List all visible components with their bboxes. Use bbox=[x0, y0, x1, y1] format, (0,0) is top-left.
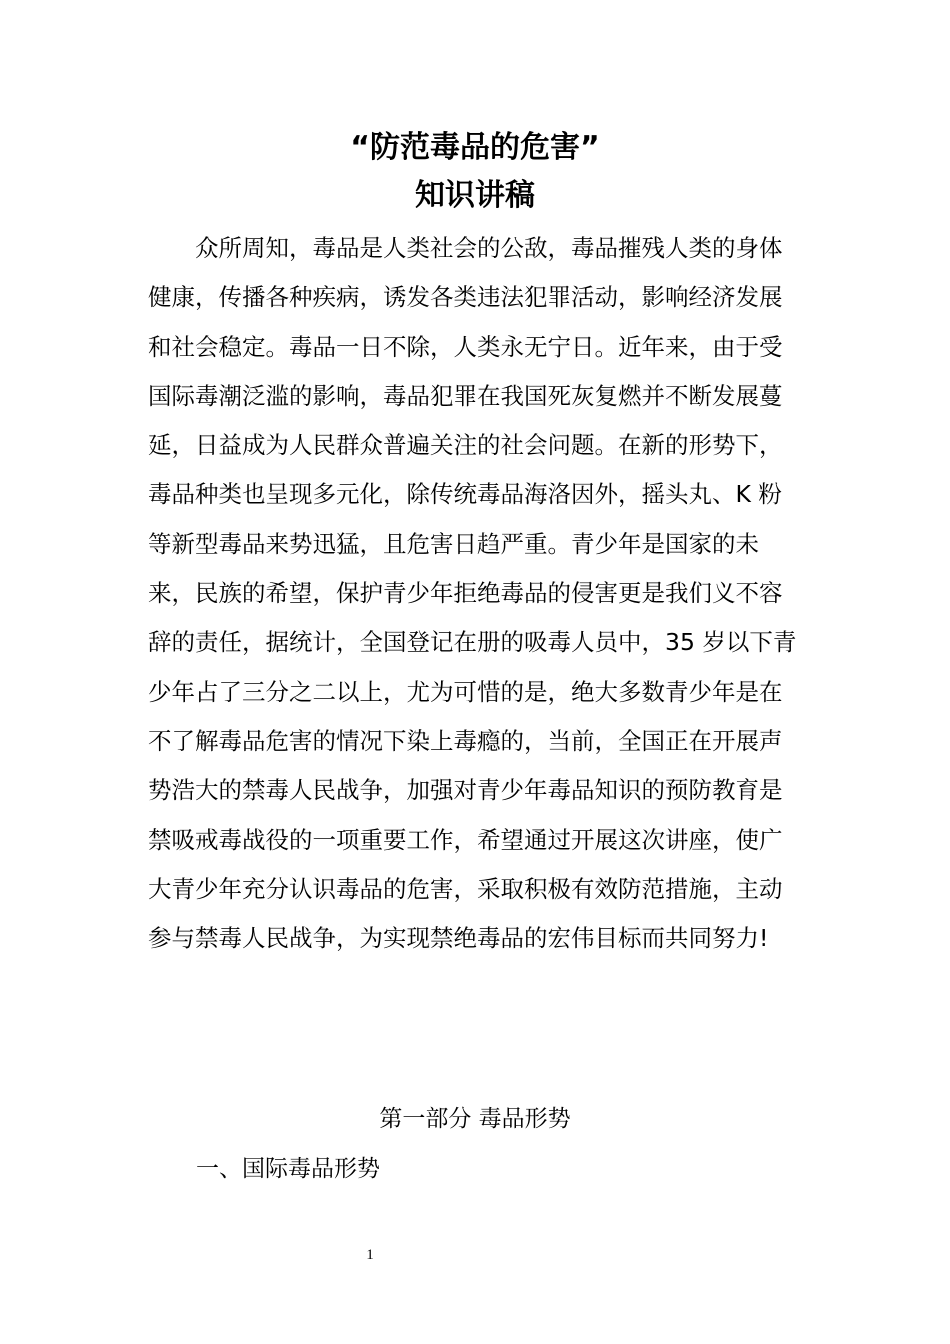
intro-paragraph bbox=[148, 230, 808, 969]
section-heading: 第一部分 毒品形势 bbox=[379, 1106, 571, 1132]
paragraph-line: 大青少年充分认识毒品的危害，采取积极有效防范措施，主动 bbox=[148, 874, 783, 903]
paragraph-line: 来，民族的希望，保护青少年拒绝毒品的侵害更是我们义不容 bbox=[148, 579, 783, 608]
paragraph-line: 和社会稳定。毒品一日不除，人类永无宁日。近年来，由于受 bbox=[148, 332, 783, 361]
paragraph-line: 等新型毒品来势迅猛，且危害日趋严重。青少年是国家的未 bbox=[148, 529, 759, 558]
document-title: “防范毒品的危害” bbox=[350, 130, 600, 165]
paragraph-line: 少年占了三分之二以上，尤为可惜的是，绝大多数青少年是在 bbox=[148, 677, 783, 706]
paragraph-line: 毒品种类也呈现多元化，除传统毒品海洛因外，摇头丸、K 粉 bbox=[148, 480, 782, 509]
paragraph-line: 国际毒潮泛滥的影响，毒品犯罪在我国死灰复燃并不断发展蔓 bbox=[148, 381, 783, 410]
paragraph-line: 众所周知，毒品是人类社会的公敌，毒品摧残人类的身体 bbox=[195, 234, 783, 262]
paragraph-line: 不了解毒品危害的情况下染上毒瘾的，当前，全国正在开展声 bbox=[148, 726, 783, 755]
document-subtitle: 知识讲稿 bbox=[415, 178, 535, 213]
paragraph-line: 延，日益成为人民群众普遍关注的社会问题。在新的形势下， bbox=[148, 431, 783, 460]
sub-heading: 一、国际毒品形势 bbox=[196, 1156, 380, 1182]
paragraph-line: 参与禁毒人民战争，为实现禁绝毒品的宏伟目标而共同努力! bbox=[148, 924, 769, 953]
paragraph-line: 禁吸戒毒战役的一项重要工作，希望通过开展这次讲座，使广 bbox=[148, 825, 783, 854]
page-number: 1 bbox=[366, 1247, 374, 1263]
paragraph-line: 健康，传播各种疾病，诱发各类违法犯罪活动，影响经济发展 bbox=[148, 283, 783, 312]
paragraph-line: 辞的责任，据统计，全国登记在册的吸毒人员中，35 岁以下青 bbox=[148, 628, 797, 657]
paragraph-line: 势浩大的禁毒人民战争，加强对青少年毒品知识的预防教育是 bbox=[148, 776, 783, 805]
